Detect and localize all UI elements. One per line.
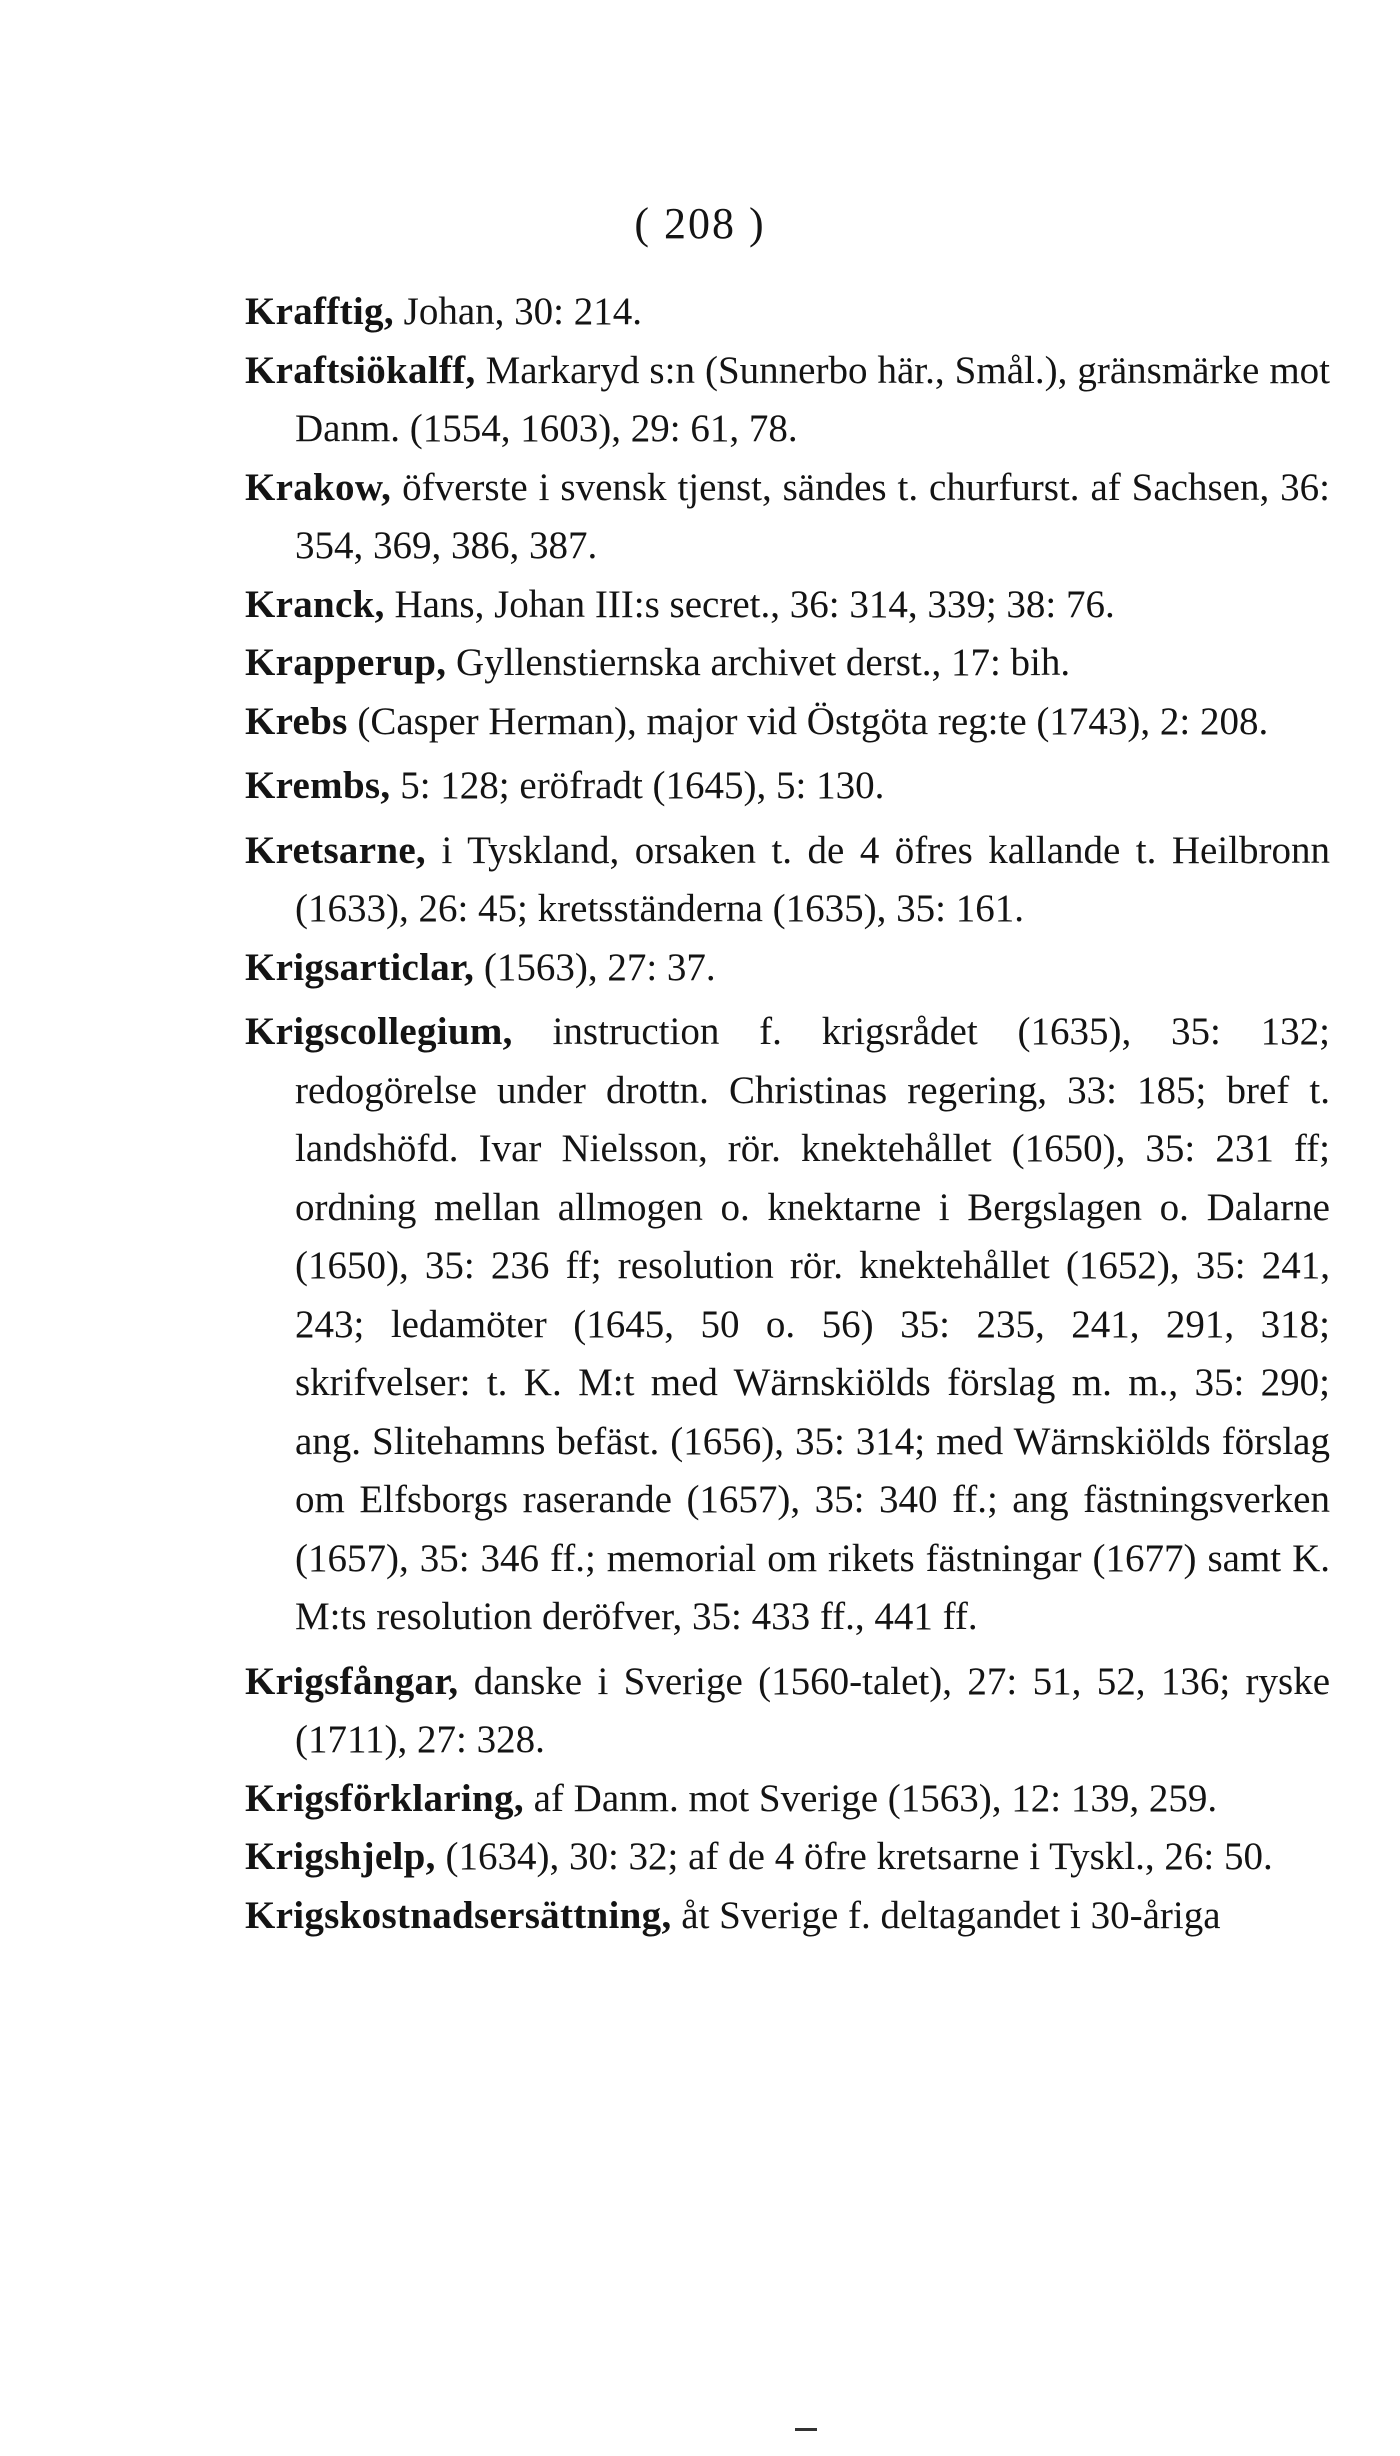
entry-headword: Krigshjelp,: [245, 1835, 436, 1878]
entry-text: Gyllenstiernska archivet derst., 17: bih.: [446, 641, 1071, 684]
entry-text: af Danm. mot Sverige (1563), 12: 139, 259.: [523, 1776, 1218, 1820]
index-entry: [245, 1828, 1330, 1887]
entry-text: (1634), 30: 32; af de 4 öfre kretsarne i Tyskl., 26: 50.: [435, 1835, 1273, 1878]
index-entries: [245, 283, 1330, 1945]
entry-headword: Krebs: [245, 699, 348, 743]
entry-headword: Krigskostnadsersättning,: [245, 1893, 672, 1937]
index-entry: [245, 1887, 1330, 1946]
entry-headword: Kretsarne,: [245, 828, 426, 872]
entry-headword: Kraftsiökalff,: [245, 348, 476, 392]
entry-text: Johan, 30: 214.: [393, 290, 642, 333]
index-entry: [245, 1653, 1330, 1770]
entry-text: öfverste i svensk tjenst, sändes t. churfurst. af Sachsen, 36: 354, 369, 386, 387.: [295, 465, 1330, 567]
entry-headword: Krafftig,: [245, 290, 394, 333]
entry-headword: Krigsarticlar,: [245, 945, 475, 989]
index-entry: [245, 283, 1330, 342]
entry-headword: Krakow,: [245, 465, 392, 509]
index-entry: [245, 576, 1330, 635]
entry-headword: Krigscollegium,: [245, 1010, 513, 1053]
entry-text: (Casper Herman), major vid Östgöta reg:te (1743), 2: 208.: [347, 699, 1269, 743]
index-entry: [245, 342, 1330, 459]
entry-text: danske i Sverige (1560-talet), 27: 51, 52, 136; ryske (1711), 27: 328.: [295, 1659, 1330, 1761]
index-entry: [245, 822, 1330, 939]
index-entry: [245, 634, 1330, 693]
entry-headword: Krapperup,: [245, 641, 447, 684]
page-number: ( 208 ): [634, 199, 766, 248]
entry-text: i Tyskland, orsaken t. de 4 öfres kallande t. Heilbronn (1633), 26: 45; kretsständerna (1635), 35: 161.: [295, 828, 1330, 930]
index-entry: [245, 939, 1330, 998]
entry-text: (1563), 27: 37.: [474, 945, 716, 989]
index-entry: [245, 1003, 1330, 1647]
entry-text: Markaryd s:n (Sunnerbo här., Smål.), gränsmärke mot Danm. (1554, 1603), 29: 61, 78.: [295, 348, 1330, 450]
index-entry: [245, 1770, 1330, 1829]
index-entry: [245, 757, 1330, 816]
index-entry: [245, 459, 1330, 576]
entry-headword: Krigsförklaring,: [245, 1776, 524, 1820]
entry-headword: Krigsfångar,: [245, 1659, 459, 1703]
bottom-mark: [795, 2428, 817, 2431]
index-entry: [245, 693, 1330, 752]
entry-headword: Kranck,: [245, 582, 385, 626]
entry-text: 5: 128; eröfradt (1645), 5: 130.: [390, 764, 885, 807]
entry-text: instruction f. krigsrådet (1635), 35: 132; redogörelse under drottn. Christinas regering, 33: 185; bref t. landshöfd. Ivar Nielsson, rör. knektehållet (1650), 35: 231 ff; ordning mellan allmogen o. knektarne i Bergslagen o. Dalarne (1650), 35: 236 ff; resolution rör. knektehållet (1652), 35: 241, 243; ledamöter (1645, 50 o. 56) 35: 235, 241, 291, 318; skrifvelser: t. K. M:t med Wärnskiölds förslag m. m., 35: 290; ang. Slitehamns befäst. (1656), 35: 314; med Wärnskiölds förslag om Elfsborgs raserande (1657), 35: 340 ff.; ang fästningsverken (1657), 35: 346 ff.; memorial om rikets fästningar (1677) samt K. M:ts resolution deröfver, 35: 433 ff., 441 ff.: [295, 1010, 1330, 1638]
entry-headword: Krembs,: [245, 764, 391, 807]
entry-text: åt Sverige f. deltagandet i 30-åriga: [671, 1893, 1221, 1937]
entry-text: Hans, Johan III:s secret., 36: 314, 339; 38: 76.: [384, 582, 1115, 626]
